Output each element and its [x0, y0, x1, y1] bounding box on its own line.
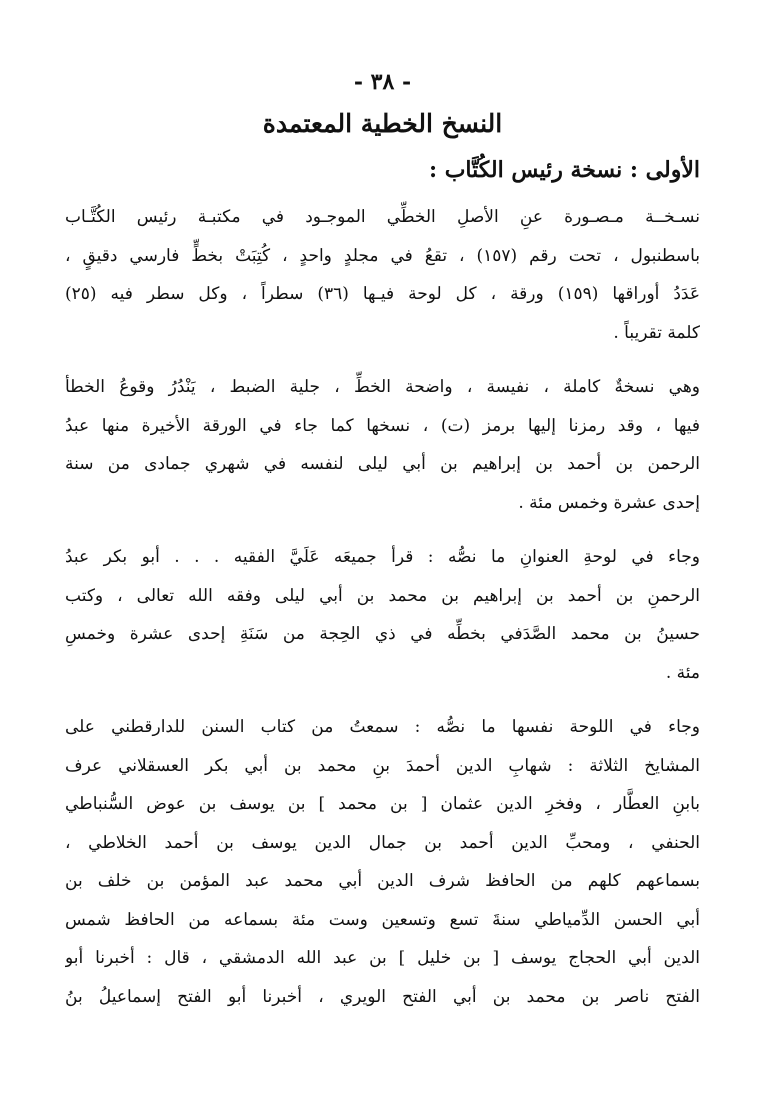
text-line: فيها ، وقد رمزنا إليها برمز (ت) ، نسخها كما جاء في الورقة الأخيرة منها عبدُ: [65, 415, 700, 436]
text-line: وهي نسخةٌ كاملة ، نفيسة ، واضحة الخطِّ ، جلية الضبط ، يَنْدُرُ وقوعُ الخطأ: [65, 377, 700, 397]
text-line: بابنِ العطَّار ، وفخرِ الدين عثمان [ بن محمد ] بن يوسف بن عوض السُّنباطي: [65, 794, 700, 814]
section-heading: الأولى : نسخة رئيس الكُتَّاب :: [428, 157, 700, 183]
text-line: وجاء في اللوحة نفسها ما نصُّه : سمعتُ من كتاب السنن للدارقطني على: [65, 717, 700, 737]
text-line: عَدَدُ أوراقها (١٥٩) ورقة ، كل لوحة فيـها (٣٦) سطراً ، وكل سطر فيه (٢٥): [65, 284, 700, 304]
paragraph-4: [65, 708, 700, 1016]
text-line: نسـخــة مـصـورة عنِ الأصلِ الخطِّي الموجـود في مكتبـة رئيس الكُتَّـاب: [65, 207, 700, 227]
text-line: الرحمنِ بن أحمد بن إبراهيم بن محمد بن أبي ليلى وفقه الله تعالى ، وكتب: [65, 585, 700, 606]
text-line: كلمة تقريباً .: [613, 322, 700, 343]
text-line: مئة .: [665, 662, 700, 683]
text-line: أبي الحسن الدِّمياطي سنةَ تسع وتسعين وست مئة بسماعه من الحافظ شمس: [65, 909, 700, 930]
text-line: الفتح ناصر بن محمد بن أبي الفتح الويري ، أخبرنا أبو الفتح إسماعيلُ بنُ: [65, 986, 700, 1007]
text-line: وجاء في لوحةِ العنوانِ ما نصُّه : قرأ جميعَه عَلَيَّ الفقيه . . . أبو بكر عبدُ: [65, 547, 700, 567]
text-line: الدين أبي الحجاج يوسف [ بن خليل ] بن عبد الله الدمشقي ، قال : أخبرنا أبو: [65, 948, 700, 968]
text-line: إحدى عشرة وخمس مئة .: [518, 492, 700, 513]
page-number: - ٣٨ -: [353, 69, 412, 95]
text-line: باسطنبول ، تحت رقم (١٥٧) ، تقعُ في مجلدٍ واحدٍ ، كُتِبَتْ بخطٍّ فارسي دقيقٍ ،: [65, 245, 700, 266]
text-line: بسماعهم كلهم من الحافظ شرف الدين أبي محمد عبد المؤمن بن خلف بن: [65, 871, 700, 891]
paragraph-3: [65, 538, 700, 692]
text-line: الرحمن بن أحمد بن إبراهيم بن أبي ليلى لنفسه في شهري جمادى من سنة: [65, 454, 700, 474]
page-title: النسخ الخطية المعتمدة: [262, 109, 503, 138]
paragraph-2: [65, 368, 700, 522]
text-line: حسينُ بن محمد الصَّدَفي بخطِّه في ذي الحِجة من سَنَةِ إحدى عشرة وخمسِ: [65, 624, 700, 644]
text-line: الحنفي ، ومحبِّ الدين أحمد بن جمال الدين يوسف بن أحمد الخلاطي ،: [65, 832, 700, 853]
text-line: المشايخ الثلاثة : شهابِ الدين أحمدَ بنِ محمد بن أبي بكر العسقلاني عرف: [65, 755, 700, 776]
paragraph-1: [65, 198, 700, 352]
